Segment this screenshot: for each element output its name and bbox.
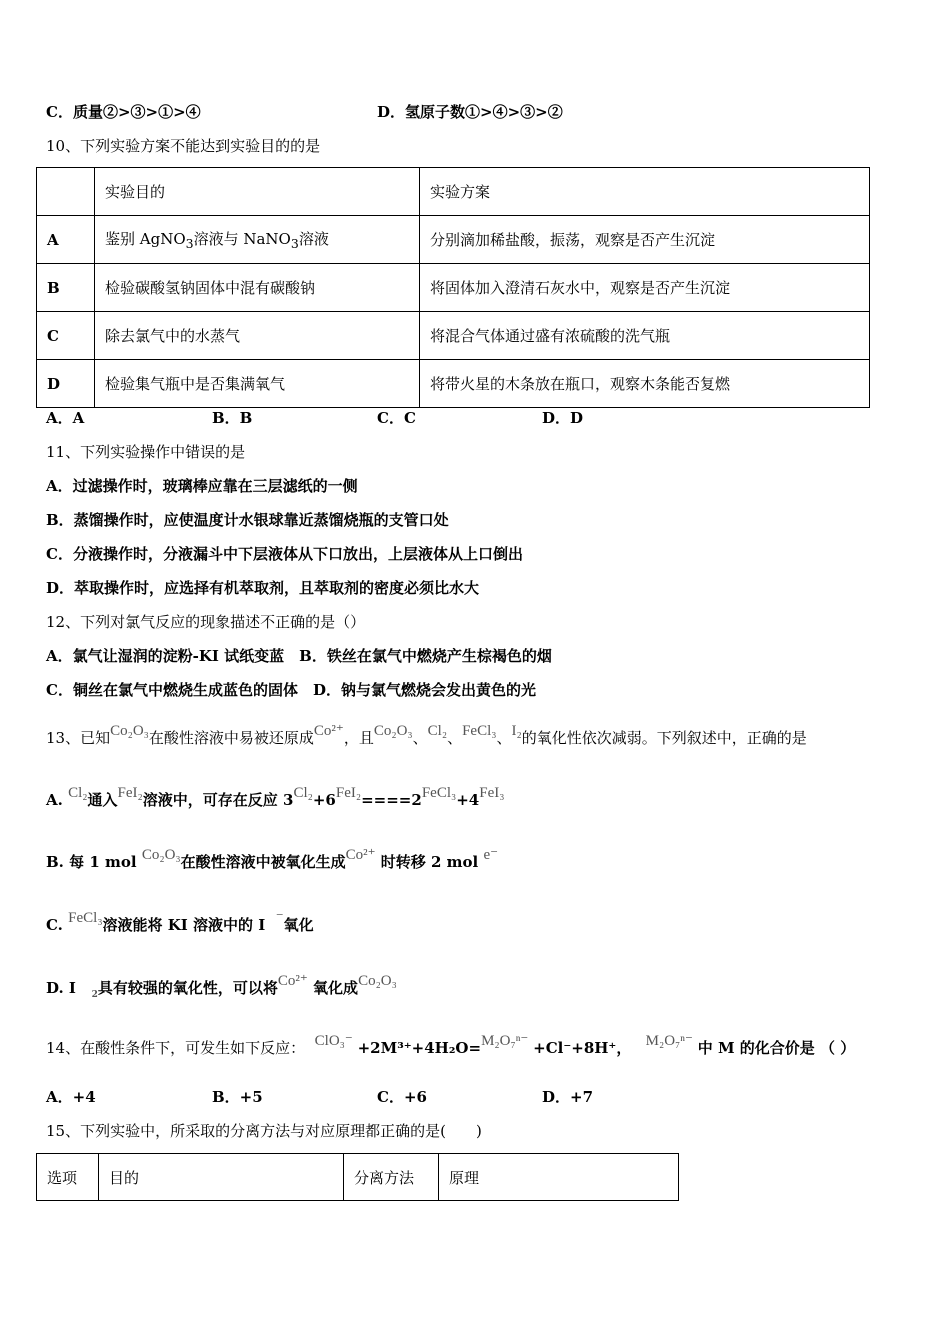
table-row: B 检验碳酸氢钠固体中混有碳酸钠 将固体加入澄清石灰水中，观察是否产生沉淀 — [37, 264, 870, 312]
q12-options-cd: C．铜丝在氯气中燃烧生成蓝色的固体 D．钠与氯气燃烧会发出黄色的光 — [46, 681, 536, 699]
q12-options-ab: A．氯气让湿润的淀粉-KI 试纸变蓝 B．铁丝在氯气中燃烧产生棕褐色的烟 — [46, 647, 552, 665]
q9-option-c: C．质量②>③>①>④ — [46, 103, 201, 121]
q11-option-c: C．分液操作时，分液漏斗中下层液体从下口放出，上层液体从上口倒出 — [46, 545, 523, 563]
q11-stem: 11、下列实验操作中错误的是 — [46, 443, 246, 461]
q15-stem: 15、下列实验中，所采取的分离方法与对应原理都正确的是( ) — [46, 1122, 482, 1140]
q13-stem: 13、已知Co₂O₃在酸性溶液中易被还原成Co²⁺，且Co₂O₃、Cl₂、FeCl₃、I₂的氧化性依次减弱。下列叙述中，正确的是 — [46, 723, 807, 747]
q10-stem: 10、下列实验方案不能达到实验目的的是 — [46, 137, 321, 155]
header-purpose: 实验目的 — [95, 168, 420, 216]
q14-option-c: C．+6 — [377, 1088, 427, 1106]
header-plan: 实验方案 — [420, 168, 870, 216]
table-row: A 鉴别 AgNO$_3$溶液与 NaNO$_3$溶液 分别滴加稀盐酸，振荡，观察是否产生沉淀 — [37, 216, 870, 264]
q11-option-b: B．蒸馏操作时，应使温度计水银球靠近蒸馏烧瓶的支管口处 — [46, 511, 449, 529]
table-header — [37, 168, 870, 216]
q10-option-c: C．C — [377, 409, 416, 427]
q15-table — [36, 1153, 679, 1201]
q10-option-a: A．A — [46, 409, 85, 427]
q13-option-c: C. FeCl₃溶液能将 KI 溶液中的 I ⁻氧化 — [46, 910, 314, 934]
q13-option-a: A. Cl₂通入FeI₂溶液中，可存在反应 3Cl₂+6FeI₂====2FeCl₃+4FeI₃ — [46, 785, 505, 809]
q10-option-d: D．D — [542, 409, 584, 427]
q9-option-d: D．氢原子数①>④>③>② — [377, 103, 563, 121]
q10-option-b: B．B — [212, 409, 253, 427]
table-row: D 检验集气瓶中是否集满氧气 将带火星的木条放在瓶口，观察木条能否复燃 — [37, 360, 870, 408]
q13-option-b: B. 每 1 mol Co₂O₃在酸性溶液中被氧化生成Co²⁺ 时转移 2 mol e⁻ — [46, 847, 499, 871]
q11-option-d: D．萃取操作时，应选择有机萃取剂，且萃取剂的密度必须比水大 — [46, 579, 480, 597]
q12-stem: 12、下列对氯气反应的现象描述不正确的是（） — [46, 613, 366, 631]
q14-option-a: A．+4 — [46, 1088, 96, 1106]
q14-option-d: D．+7 — [542, 1088, 594, 1106]
table-header: 选项 目的 分离方法 原理 — [37, 1154, 679, 1201]
q11-option-a: A．过滤操作时，玻璃棒应靠在三层滤纸的一侧 — [46, 477, 358, 495]
q10-table — [36, 167, 870, 408]
q13-option-d: D. I $_2$具有较强的氧化性，可以将Co²⁺ 氧化成Co₂O₃ — [46, 973, 397, 1000]
q14-option-b: B．+5 — [212, 1088, 263, 1106]
table-row: C 除去氯气中的水蒸气 将混合气体通过盛有浓硫酸的洗气瓶 — [37, 312, 870, 360]
q14-stem: 14、在酸性条件下，可发生如下反应： ClO₃⁻ +2M³⁺+4H₂O=M₂O₇ⁿ⁻ +Cl⁻+8H⁺， M₂O₇ⁿ⁻ 中 M 的化合价是 （ ） — [46, 1033, 856, 1057]
